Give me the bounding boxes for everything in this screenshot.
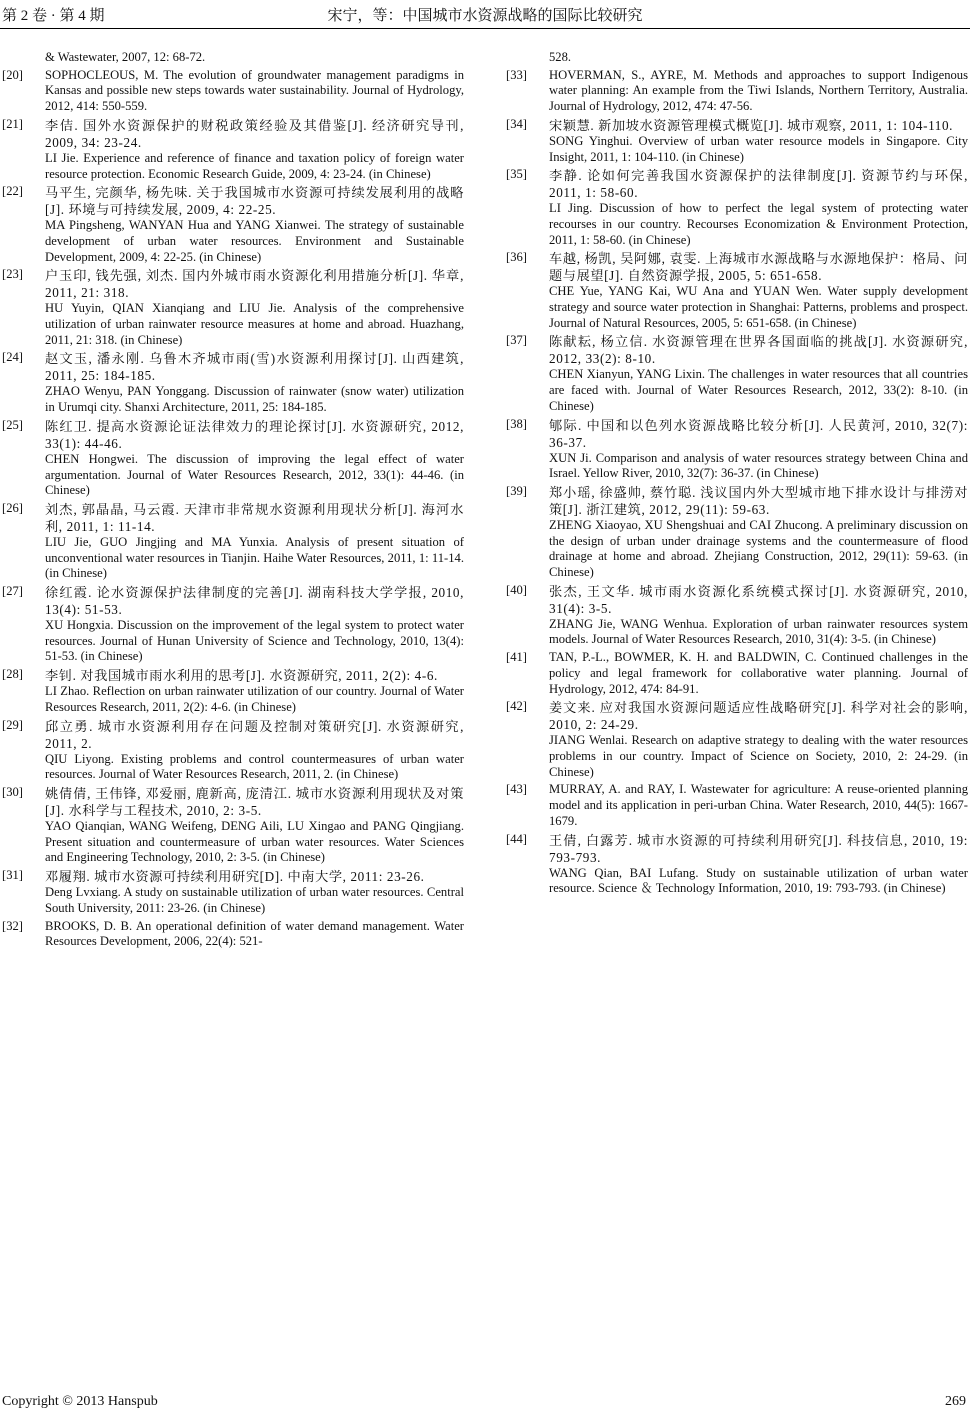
reference-english: WANG Qian, BAI Lufang. Study on sustainable utilization of urban water resource. Science ＆ Technology Information, 2010, 19: 793-793. (in Chinese) (549, 865, 968, 896)
reference-english: Deng Lvxiang. A study on sustainable utilization of urban water resources. Central South University, 2011: 23-26. (in Chinese) (45, 885, 464, 915)
reference-entry (2, 667, 464, 715)
reference-chinese: 郑小瑶, 徐盛帅, 蔡竹聪. 浅议国内外大型城市地下排水设计与排涝对策[J]. 浙江建筑, 2012, 29(11): 59-63. (549, 484, 968, 517)
reference-english: XU Hongxia. Discussion on the improvement of the legal system to protect water resources. Journal of Hunan University of Science and Technology, 2010, 13(4): 51-53. (in Chinese) (45, 618, 464, 664)
reference-entry (2, 350, 464, 415)
reference-number: [34] (506, 116, 527, 131)
reference-entry (2, 418, 464, 499)
reference-entry (2, 718, 464, 783)
reference-entry (506, 484, 968, 581)
reference-english: LIU Jie, GUO Jingjing and MA Yunxia. Analysis of present situation of unconventional water resources in Tianjin. Haihe Water Resources, 2011, 1: 11-14. (in Chinese) (45, 534, 464, 581)
reference-number: [23] (2, 267, 23, 282)
reference-number: [42] (506, 699, 527, 714)
reference-chinese: 户玉印, 钱先强, 刘杰. 国内外城市雨水资源化利用措施分析[J]. 华章, 2011, 21: 318. (45, 268, 464, 301)
reference-number: [24] (2, 350, 23, 365)
reference-english: LI Jing. Discussion of how to perfect the legal system of protecting water recourses in our country. Recourses Economization & Environment Protection, 2011, 1: 58-60. (in Chinese) (549, 201, 968, 247)
reference-entry (506, 699, 968, 780)
reference-english: HOVERMAN, S., AYRE, M. Methods and approaches to support Indigenous water planning: An example from the Tiwi Islands, Northern Territory, Australia. Journal of Hydrology, 2012, 474: 47-56. (549, 67, 968, 114)
reference-number: [40] (506, 582, 527, 597)
reference-chinese: 姜文来. 应对我国水资源问题适应性战略研究[J]. 科学对社会的影响, 2010, 2: 24-29. (549, 700, 968, 733)
reference-column-right (506, 50, 968, 899)
reference-entry (506, 333, 968, 414)
reference-entry (2, 267, 464, 348)
reference-entry (506, 650, 968, 697)
reference-entry (506, 117, 968, 165)
reference-entry (2, 50, 464, 66)
reference-english: CHEN Xianyun, YANG Lixin. The challenges in water resources that all countries are faced with. Journal of Water Resources Research, 2012, 33(2): 8-10. (in Chinese) (549, 367, 968, 413)
reference-chinese: 陈献耘, 杨立信. 水资源管理在世界各国面临的挑战[J]. 水资源研究, 2012, 33(2): 8-10. (549, 334, 968, 367)
reference-number: [29] (2, 717, 23, 732)
reference-number: [33] (506, 67, 527, 82)
reference-number: [21] (2, 116, 23, 131)
reference-number: [27] (2, 584, 23, 599)
reference-entry (506, 167, 968, 248)
copyright-text: Copyright © 2013 Hanspub (2, 1394, 158, 1409)
reference-entry (506, 50, 968, 66)
reference-number: [38] (506, 416, 527, 431)
reference-english: LI Jie. Experience and reference of finance and taxation policy of foreign water resource protection. Economic Research Guide, 2009, 4: 23-24. (in Chinese) (45, 150, 464, 181)
reference-number: [25] (2, 417, 23, 432)
reference-chinese: 张杰, 王文华. 城市雨水资源化系统模式探讨[J]. 水资源研究, 2010, 31(4): 3-5. (549, 583, 968, 616)
reference-entry (2, 117, 464, 182)
reference-chinese: 邓履翔. 城市水资源可持续利用研究[D]. 中南大学, 2011: 23-26. (45, 869, 425, 885)
reference-number: [43] (506, 782, 527, 797)
reference-chinese: 赵文玉, 潘永刚. 乌鲁木齐城市雨(雪)水资源利用探讨[J]. 山西建筑, 2011, 25: 184-185. (45, 351, 464, 384)
reference-chinese: 邱立勇. 城市水资源利用存在问题及控制对策研究[J]. 水资源研究, 2011, 2. (45, 718, 464, 751)
reference-entry (2, 919, 464, 950)
reference-english: MURRAY, A. and RAY, I. Wastewater for agriculture: A reuse-oriented planning model and its application in peri-urban China. Water Research, 2010, 44(5): 1667-1679. (549, 782, 968, 828)
reference-chinese: 陈红卫. 提高水资源论证法律效力的理论探讨[J]. 水资源研究, 2012, 33(1): 44-46. (45, 418, 464, 451)
reference-english: SOPHOCLEOUS, M. The evolution of groundwater management paradigms in Kansas and possible new steps towards water sustainability. Journal of Hydrology, 2012, 414: 550-559. (45, 67, 464, 114)
reference-english: QIU Liyong. Existing problems and control countermeasures of urban water resources. Journal of Water Resources Research, 2011, 2. (in Chinese) (45, 751, 464, 782)
reference-english: LI Zhao. Reflection on urban rainwater utilization of our country. Journal of Water Resources Research, 2011, 2(2): 4-6. (in Chinese) (45, 684, 464, 714)
reference-chinese: 李静. 论如何完善我国水资源保护的法律制度[J]. 资源节约与环保, 2011, 1: 58-60. (549, 168, 968, 201)
reference-entry (2, 584, 464, 665)
reference-number: [44] (506, 831, 527, 846)
reference-entry (506, 250, 968, 331)
reference-chinese: 车越, 杨凯, 吴阿娜, 袁雯. 上海城市水源战略与水源地保护：格局、问题与展望[J]. 自然资源学报, 2005, 5: 651-658. (549, 251, 968, 284)
reference-english: MA Pingsheng, WANYAN Hua and YANG Xianwei. The strategy of sustainable development of urban water resources. Environment and Sustainable Development, 2009, 4: 22-25. (in Chinese) (45, 218, 464, 264)
reference-number: [28] (2, 667, 23, 682)
reference-entry (506, 782, 968, 829)
running-title: 宋宁，等：中国城市水资源战略的国际比较研究 (327, 8, 643, 24)
reference-chinese: 李钊. 对我国城市雨水利用的思考[J]. 水资源研究, 2011, 2(2): 4-6. (45, 668, 438, 684)
reference-english: TAN, P.-L., BOWMER, K. H. and BALDWIN, C. Continued challenges in the policy and legal framework for collaborative water planning. Journal of Hydrology, 2012, 474: 84-91. (549, 650, 968, 696)
reference-column-left (2, 50, 464, 952)
reference-entry (506, 68, 968, 115)
reference-entry (506, 832, 968, 897)
reference-english: CHE Yue, YANG Kai, WU Ana and YUAN Wen. Water supply development strategy and source water protection in Shanghai: Patterns, problems and prospect. Journal of Natural Resources, 2005, 5: 651-658. (in Chinese) (549, 284, 968, 330)
reference-english: HU Yuyin, QIAN Xianqiang and LIU Jie. Analysis of the comprehensive utilization of urban rainwater resource measures at home and abroad. Huazhang, 2011, 21: 318. (in Chinese) (45, 301, 464, 347)
reference-chinese: 宋颖慧. 新加坡水资源管理模式概览[J]. 城市观察, 2011, 1: 104-110. (549, 117, 954, 133)
reference-number: [31] (2, 868, 23, 883)
reference-chinese: 马平生, 完颜华, 杨先味. 关于我国城市水资源可持续发展利用的战略 [J]. 环境与可持续发展, 2009, 4: 22-25. (45, 185, 464, 218)
reference-number: [36] (506, 250, 527, 265)
reference-number: [35] (506, 167, 527, 182)
reference-number: [32] (2, 918, 23, 933)
reference-entry (2, 68, 464, 115)
reference-english: SONG Yinghui. Overview of urban water resource models in Singapore. City Insight, 2011, 1: 104-110. (in Chinese) (549, 133, 968, 164)
page-header (0, 0, 970, 29)
reference-english: ZHENG Xiaoyao, XU Shengshuai and CAI Zhucong. A preliminary discussion on the design of urban under drainage systems and the countermeasure of flood drainage at home and abroad. Zhejiang Construction, 2012, 29(11): 59-63. (in Chinese) (549, 517, 968, 580)
reference-chinese: 刘杰, 郭晶晶, 马云霞. 天津市非常规水资源利用现状分析[J]. 海河水利, 2011, 1: 11-14. (45, 501, 464, 534)
reference-number: [26] (2, 500, 23, 515)
reference-chinese: 李佶. 国外水资源保护的财税政策经验及其借鉴[J]. 经济研究导刊, 2009, 34: 23-24. (45, 117, 464, 150)
reference-english: CHEN Hongwei. The discussion of improving the legal effect of water argumentation. Journal of Water Resources Research, 2012, 33(1): 44-46. (in Chinese) (45, 451, 464, 498)
reference-english: ZHAO Wenyu, PAN Yonggang. Discussion of rainwater (snow water) utilization in Urumqi city. Shanxi Architecture, 2011, 25: 184-185. (45, 384, 464, 415)
page-number: 269 (945, 1394, 966, 1409)
reference-english: ZHANG Jie, WANG Wenhua. Exploration of urban rainwater resources system models. Journal of Water Resources Research, 2010, 31(4): 3-5. (in Chinese) (549, 616, 968, 647)
reference-english: JIANG Wenlai. Research on adaptive strategy to dealing with the water resources problems in our country. Impact of Science on Society, 2010, 2: 24-29. (in Chinese) (549, 733, 968, 779)
reference-continuation: & Wastewater, 2007, 12: 68-72. (45, 50, 206, 64)
reference-entry (2, 501, 464, 582)
reference-number: [30] (2, 784, 23, 799)
reference-entry (2, 785, 464, 866)
reference-entry (2, 868, 464, 916)
reference-number: [41] (506, 650, 527, 665)
reference-chinese: 徐红霞. 论水资源保护法律制度的完善[J]. 湖南科技大学学报, 2010, 13(4): 51-53. (45, 585, 464, 618)
reference-continuation: 528. (549, 50, 572, 64)
reference-english: XUN Ji. Comparison and analysis of water resources strategy between China and Israel. Yellow River, 2010, 32(7): 36-37. (in Chinese) (549, 450, 968, 481)
reference-chinese: 郇际. 中国和以色列水资源战略比较分析[J]. 人民黄河, 2010, 32(7): 36-37. (549, 417, 968, 450)
journal-volume-issue: 第 2 卷 · 第 4 期 (2, 8, 105, 24)
reference-number: [37] (506, 333, 527, 348)
reference-entry (2, 184, 464, 265)
reference-english: BROOKS, D. B. An operational definition of water demand management. Water Resources Development, 2006, 22(4): 521- (45, 918, 464, 949)
reference-english: YAO Qianqian, WANG Weifeng, DENG Aili, LU Xingao and PANG Qingjiang. Present situation and countermeasure of urban water resources. Water Sciences and Engineering Technology, 2010, 2: 3-5. (in Chinese) (45, 818, 464, 865)
reference-entry (506, 417, 968, 482)
reference-chinese: 姚倩倩, 王伟锋, 邓爱丽, 鹿新高, 庞清江. 城市水资源利用现状及对策[J]. 水科学与工程技术, 2010, 2: 3-5. (45, 785, 464, 818)
reference-number: [22] (2, 184, 23, 199)
reference-entry (506, 583, 968, 648)
reference-chinese: 王倩, 白露芳. 城市水资源的可持续利用研究[J]. 科技信息, 2010, 19: 793-793. (549, 832, 968, 865)
reference-number: [20] (2, 67, 23, 82)
reference-number: [39] (506, 483, 527, 498)
